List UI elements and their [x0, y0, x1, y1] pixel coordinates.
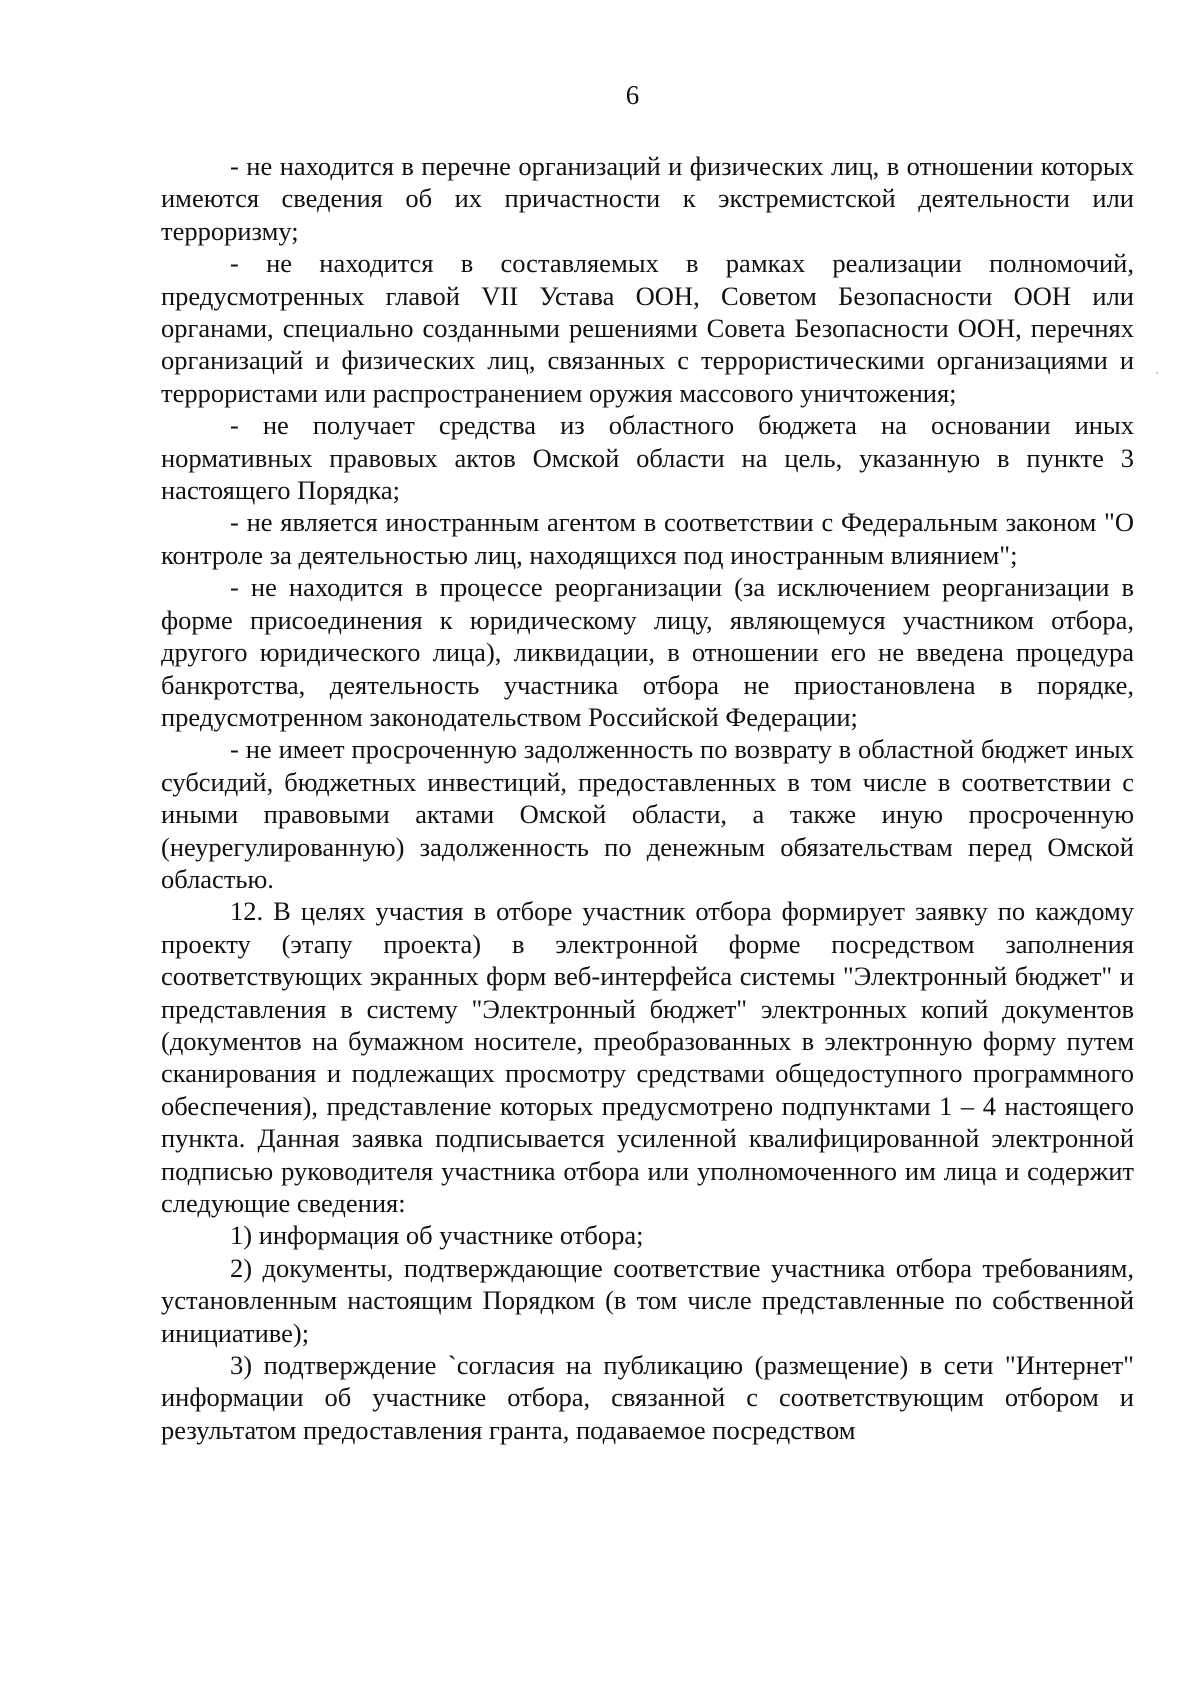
- paragraph-application-12: 12. В целях участия в отборе участник отбора формирует заявку по каждому проекту (этапу проекта) в электронной форме посредством заполнения соответствующих экранных форм веб-интерфейса системы "Электронный бюджет" и представления в систему "Электронный бюджет" электронных копий документов (документов на бумажном носителе, преобразованных в электронную форму путем сканирования и подлежащих просмотру средствами общедоступного программного обеспечения), представление которых предусмотрено подпунктами 1 – 4 настоящего пункта. Данная заявка подписывается усиленной квалифицированной электронной подписью руководителя участника отбора или уполномоченного им лица и содержит следующие сведения:: [161, 896, 1134, 1218]
- list-item-2: 2) документы, подтверждающие соответствие участника отбора требованиям, установленным настоящим Порядком (в том числе представленные по собственной инициативе);: [161, 1252, 1134, 1348]
- document-body: [161, 150, 1134, 1446]
- scan-artifact: [1156, 372, 1158, 374]
- paragraph-extremism-list: - не находится в перечне организаций и физических лиц, в отношении которых имеются сведения об их причастности к экстремистской деятельности или терроризму;: [161, 151, 1134, 246]
- list-item-1: 1) информация об участнике отбора;: [230, 1220, 644, 1251]
- paragraph-un-lists: - не находится в составляемых в рамках реализации полномочий, предусмотренных главой VII Устава ООН, Советом Безопасности ООН или органами, специально созданными решениями Совета Безопасности ООН, перечнях организаций и физических лиц, связанных с террористическими организациями и террористами или распространением оружия массового уничтожения;: [161, 248, 1134, 408]
- page-number: 6: [625, 80, 640, 110]
- paragraph-foreign-agent: - не является иностранным агентом в соответствии с Федеральным законом "О контроле за деятельностью лиц, находящихся под иностранным влиянием";: [161, 507, 1134, 570]
- paragraph-reorganization: - не находится в процессе реорганизации (за исключением реорганизации в форме присоединения к юридическому лицу, являющемуся участником отбора, другого юридического лица), ликвидации, в отношении его не введена процедура банкротства, деятельность участника отбора не приостановлена в порядке, предусмотренном законодательством Российской Федерации;: [161, 572, 1134, 732]
- list-item-3: 3) подтверждение `согласия на публикацию (размещение) в сети "Интернет" информации об участнике отбора, связанной с соответствующим отбором и результатом предоставления гранта, подаваемое посредством: [161, 1350, 1134, 1445]
- paragraph-overdue-debt: - не имеет просроченную задолженность по возврату в областной бюджет иных субсидий, бюджетных инвестиций, предоставленных в том числе в соответствии с иными правовыми актами Омской области, а также иную просроченную (неурегулированную) задолженность по денежным обязательствам перед Омской областью.: [161, 734, 1134, 894]
- paragraph-budget-funds: - не получает средства из областного бюджета на основании иных нормативных правовых актов Омской области на цель, указанную в пункте 3 настоящего Порядка;: [161, 410, 1134, 506]
